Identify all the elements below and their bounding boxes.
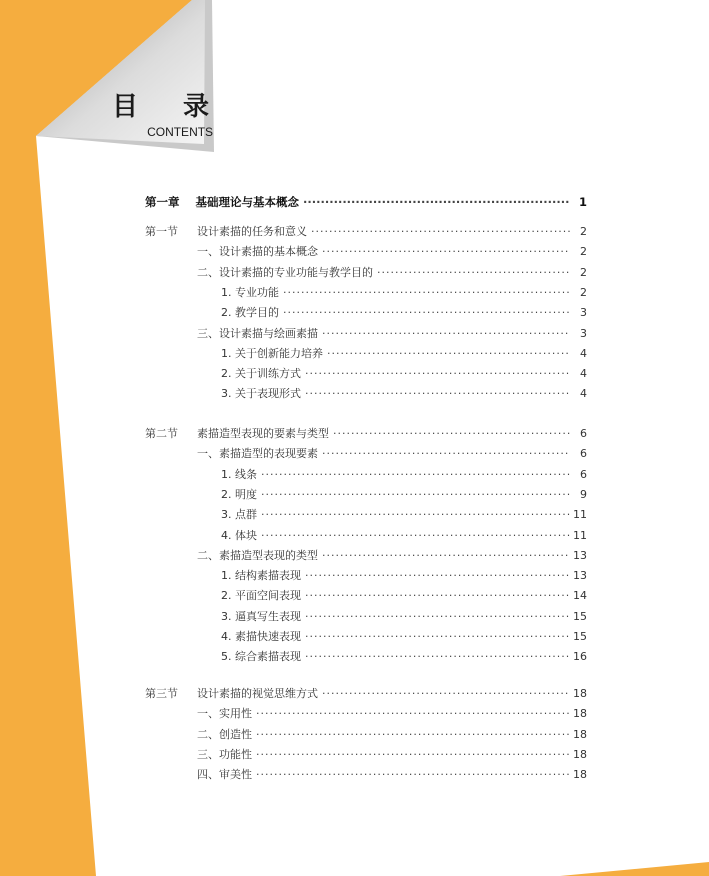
leader-dots bbox=[256, 707, 570, 721]
orange-sliver bbox=[560, 862, 709, 876]
section-entry[interactable] bbox=[145, 225, 587, 239]
section-page: 2 bbox=[580, 225, 587, 238]
subitem-entry[interactable] bbox=[197, 447, 587, 461]
entry-title: 一、设计素描的基本概念 bbox=[197, 245, 318, 258]
toc-heading bbox=[112, 86, 228, 139]
entry-page: 3 bbox=[580, 306, 587, 319]
entry-page: 16 bbox=[573, 650, 587, 663]
leader-dots bbox=[283, 306, 570, 320]
entry-title: 1. 结构素描表现 bbox=[221, 569, 301, 582]
leader-dots bbox=[283, 286, 570, 300]
subsection-entry[interactable] bbox=[221, 630, 587, 644]
page-title: 目 录 bbox=[112, 92, 228, 122]
leader-dots bbox=[305, 589, 570, 603]
section-label: 第三节 bbox=[145, 687, 178, 700]
entry-title: 二、素描造型表现的类型 bbox=[197, 549, 318, 562]
entry-title: 2. 明度 bbox=[221, 488, 257, 501]
entry-title: 三、功能性 bbox=[197, 748, 252, 761]
subsection-entry[interactable] bbox=[221, 610, 587, 624]
leader-dots bbox=[322, 245, 570, 259]
subitem-entry[interactable] bbox=[197, 245, 587, 259]
subsection-entry[interactable] bbox=[221, 508, 587, 522]
leader-dots bbox=[311, 225, 570, 239]
entry-page: 6 bbox=[580, 447, 587, 460]
leader-dots bbox=[327, 347, 570, 361]
entry-title: 4. 体块 bbox=[221, 529, 257, 542]
section-label: 第一节 bbox=[145, 225, 178, 238]
chapter-page: 1 bbox=[578, 195, 587, 209]
subsection-entry[interactable] bbox=[221, 589, 587, 603]
subitem-entry[interactable] bbox=[197, 707, 587, 721]
subsection-entry[interactable] bbox=[221, 569, 587, 583]
leader-dots bbox=[305, 630, 570, 644]
entry-page: 9 bbox=[580, 488, 587, 501]
entry-page: 4 bbox=[580, 367, 587, 380]
entry-title: 3. 关于表现形式 bbox=[221, 387, 301, 400]
entry-title: 一、素描造型的表现要素 bbox=[197, 447, 318, 460]
subsection-entry[interactable] bbox=[221, 488, 587, 502]
entry-page: 2 bbox=[580, 286, 587, 299]
entry-page: 18 bbox=[573, 748, 587, 761]
leader-dots bbox=[322, 447, 570, 461]
entry-page: 3 bbox=[580, 327, 587, 340]
leader-dots bbox=[305, 650, 570, 664]
leader-dots bbox=[256, 768, 570, 782]
leader-dots bbox=[261, 488, 570, 502]
entry-title: 1. 关于创新能力培养 bbox=[221, 347, 323, 360]
subitem-entry[interactable] bbox=[197, 748, 587, 762]
entry-page: 11 bbox=[573, 529, 587, 542]
section-title: 素描造型表现的要素与类型 bbox=[197, 427, 329, 440]
entry-title: 四、审美性 bbox=[197, 768, 252, 781]
chapter-title: 基础理论与基本概念 bbox=[195, 195, 299, 209]
entry-page: 18 bbox=[573, 707, 587, 720]
entry-title: 三、设计素描与绘画素描 bbox=[197, 327, 318, 340]
subitem-entry[interactable] bbox=[197, 549, 587, 563]
entry-page: 2 bbox=[580, 266, 587, 279]
section-title: 设计素描的视觉思维方式 bbox=[197, 687, 318, 700]
subitem-entry[interactable] bbox=[197, 728, 587, 742]
subsection-entry[interactable] bbox=[221, 286, 587, 300]
entry-page: 6 bbox=[580, 468, 587, 481]
leader-dots bbox=[305, 610, 570, 624]
entry-page: 13 bbox=[573, 549, 587, 562]
subsection-entry[interactable] bbox=[221, 650, 587, 664]
chapter-label: 第一章 bbox=[145, 195, 180, 209]
chapter-entry[interactable] bbox=[145, 195, 587, 209]
entry-page: 4 bbox=[580, 387, 587, 400]
entry-page: 18 bbox=[573, 728, 587, 741]
page-subtitle: CONTENTS bbox=[147, 125, 214, 139]
subsection-entry[interactable] bbox=[221, 387, 587, 401]
subsection-entry[interactable] bbox=[221, 306, 587, 320]
entry-page: 2 bbox=[580, 245, 587, 258]
section-entry[interactable] bbox=[145, 687, 587, 701]
subitem-entry[interactable] bbox=[197, 266, 587, 280]
entry-page: 11 bbox=[573, 508, 587, 521]
entry-title: 5. 综合素描表现 bbox=[221, 650, 301, 663]
entry-page: 18 bbox=[573, 768, 587, 781]
section-title: 设计素描的任务和意义 bbox=[197, 225, 307, 238]
section-label: 第二节 bbox=[145, 427, 178, 440]
section-page: 18 bbox=[573, 687, 587, 700]
leader-dots bbox=[261, 468, 570, 482]
entry-title: 二、设计素描的专业功能与教学目的 bbox=[197, 266, 373, 279]
entry-title: 1. 专业功能 bbox=[221, 286, 279, 299]
section-page: 6 bbox=[580, 427, 587, 440]
leader-dots bbox=[256, 728, 570, 742]
entry-page: 13 bbox=[573, 569, 587, 582]
subsection-entry[interactable] bbox=[221, 468, 587, 482]
leader-dots bbox=[305, 387, 570, 401]
entry-title: 一、实用性 bbox=[197, 707, 252, 720]
entry-title: 2. 教学目的 bbox=[221, 306, 279, 319]
entry-title: 1. 线条 bbox=[221, 468, 257, 481]
entry-title: 3. 逼真写生表现 bbox=[221, 610, 301, 623]
entry-page: 15 bbox=[573, 610, 587, 623]
entry-title: 4. 素描快速表现 bbox=[221, 630, 301, 643]
leader-dots bbox=[322, 327, 570, 341]
leader-dots bbox=[261, 529, 570, 543]
leader-dots bbox=[261, 508, 570, 522]
subsection-entry[interactable] bbox=[221, 367, 587, 381]
leader-dots bbox=[333, 427, 570, 441]
leader-dots bbox=[303, 195, 570, 209]
subsection-entry[interactable] bbox=[221, 347, 587, 361]
leader-dots bbox=[305, 569, 570, 583]
entry-page: 14 bbox=[573, 589, 587, 602]
leader-dots bbox=[256, 748, 570, 762]
leader-dots bbox=[322, 549, 570, 563]
entry-page: 15 bbox=[573, 630, 587, 643]
subsection-entry[interactable] bbox=[221, 529, 587, 543]
leader-dots bbox=[322, 687, 570, 701]
entry-title: 二、创造性 bbox=[197, 728, 252, 741]
subitem-entry[interactable] bbox=[197, 327, 587, 341]
entry-page: 4 bbox=[580, 347, 587, 360]
leader-dots bbox=[377, 266, 570, 280]
entry-title: 2. 平面空间表现 bbox=[221, 589, 301, 602]
subitem-entry[interactable] bbox=[197, 768, 587, 782]
entry-title: 3. 点群 bbox=[221, 508, 257, 521]
entry-title: 2. 关于训练方式 bbox=[221, 367, 301, 380]
section-entry[interactable] bbox=[145, 427, 587, 441]
leader-dots bbox=[305, 367, 570, 381]
